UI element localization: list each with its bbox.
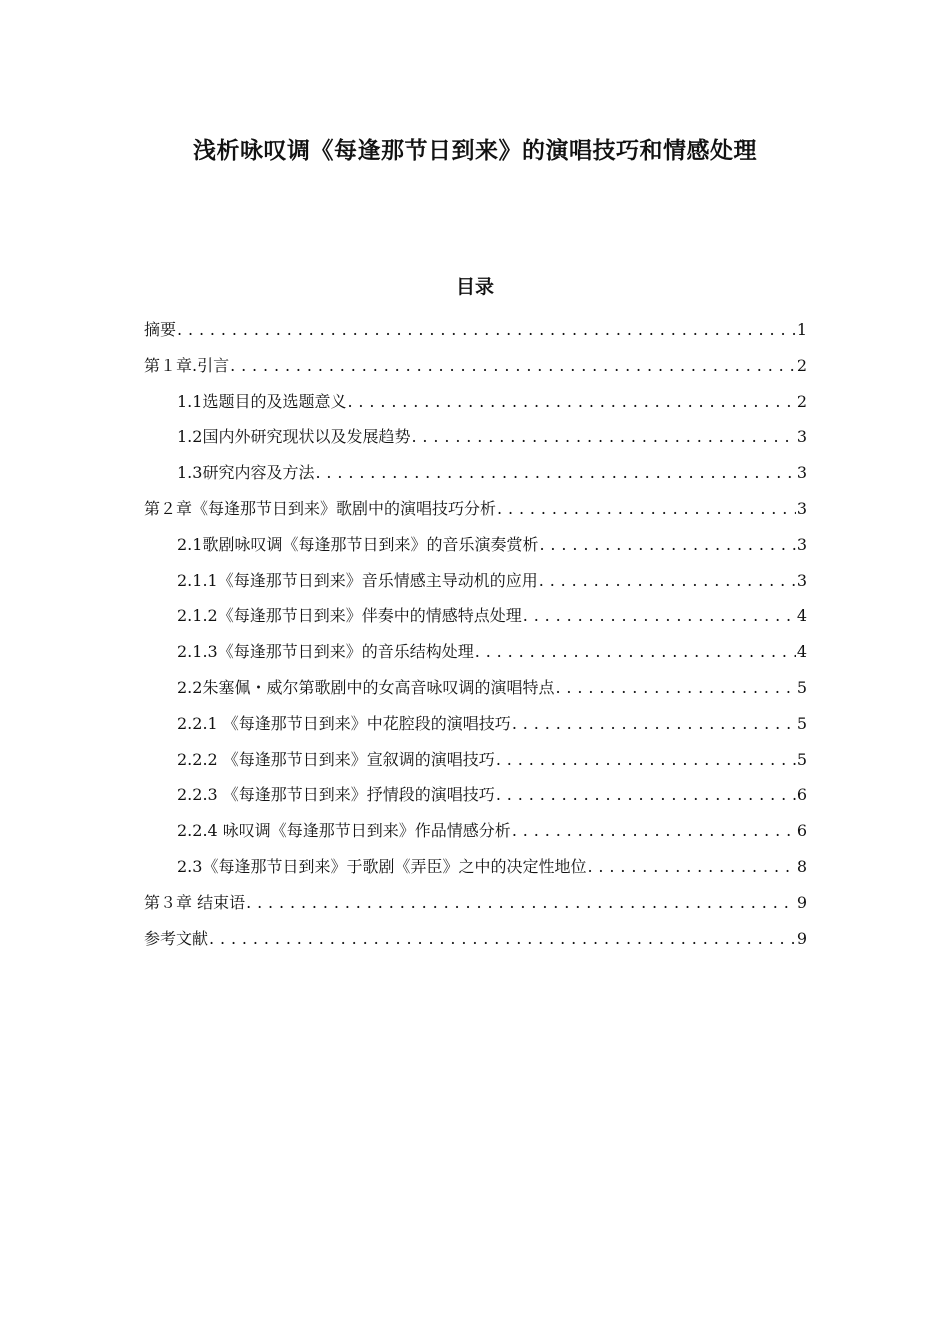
toc-entry-label: 第２章《每逢那节日到来》歌剧中的演唱技巧分析 bbox=[144, 498, 497, 518]
toc-entry-label: 2.2.1 《每逢那节日到来》中花腔段的演唱技巧 bbox=[177, 713, 511, 733]
toc-entry-page: 3 bbox=[796, 534, 807, 554]
toc-entry-2-3[interactable] bbox=[144, 849, 807, 885]
document-title: 浅析咏叹调《每逢那节日到来》的演唱技巧和情感处理 bbox=[193, 137, 757, 164]
table-of-contents bbox=[144, 312, 807, 956]
toc-dot-leader bbox=[587, 849, 795, 885]
toc-entry-label: 2.1.3《每逢那节日到来》的音乐结构处理 bbox=[177, 642, 474, 662]
toc-dot-leader bbox=[497, 491, 796, 527]
toc-dot-leader bbox=[496, 777, 796, 813]
toc-entry-chapter-1[interactable] bbox=[144, 348, 807, 384]
toc-entry-label: 2.1.2《每逢那节日到来》伴奏中的情感特点处理 bbox=[177, 606, 522, 626]
toc-entry-page: 4 bbox=[796, 642, 807, 662]
toc-dot-leader bbox=[496, 742, 796, 778]
toc-entry-page: 1 bbox=[796, 320, 807, 339]
toc-heading: 目录 bbox=[455, 276, 494, 298]
toc-dot-leader bbox=[230, 348, 796, 384]
toc-entry-page: 9 bbox=[796, 928, 807, 948]
toc-dot-leader bbox=[177, 312, 796, 348]
toc-entry-abstract[interactable] bbox=[144, 312, 807, 348]
toc-entry-2-1[interactable] bbox=[144, 527, 807, 563]
toc-dot-leader bbox=[347, 384, 795, 420]
toc-entry-label: 2.3《每逢那节日到来》于歌剧《弄臣》之中的决定性地位 bbox=[177, 856, 587, 876]
toc-entry-1-1[interactable] bbox=[144, 384, 807, 420]
toc-entry-page: 4 bbox=[796, 606, 807, 626]
toc-dot-leader bbox=[512, 706, 796, 742]
toc-entry-2-2-4[interactable] bbox=[144, 813, 807, 849]
toc-entry-references[interactable] bbox=[144, 921, 807, 957]
toc-entry-2-2-3[interactable] bbox=[144, 777, 807, 813]
toc-dot-leader bbox=[315, 455, 795, 491]
toc-entry-page: 2 bbox=[796, 391, 807, 411]
toc-entry-page: 6 bbox=[796, 785, 807, 805]
toc-entry-label: 2.2.2 《每逢那节日到来》宣叙调的演唱技巧 bbox=[177, 749, 495, 769]
toc-dot-leader bbox=[411, 419, 795, 455]
toc-entry-page: 3 bbox=[796, 463, 807, 483]
toc-entry-page: 9 bbox=[796, 892, 807, 912]
toc-entry-label: 参考文献 bbox=[144, 928, 209, 948]
toc-entry-1-3[interactable] bbox=[144, 455, 807, 491]
toc-dot-leader bbox=[523, 598, 796, 634]
toc-dot-leader bbox=[209, 921, 796, 957]
toc-entry-2-2-1[interactable] bbox=[144, 706, 807, 742]
toc-entry-label: 2.2.3 《每逢那节日到来》抒情段的演唱技巧 bbox=[177, 785, 495, 805]
toc-entry-label: 2.1.1《每逢那节日到来》音乐情感主导动机的应用 bbox=[177, 570, 538, 590]
toc-entry-label: 2.2朱塞佩・威尔第歌剧中的女高音咏叹调的演唱特点 bbox=[177, 677, 555, 697]
toc-entry-label: 2.1歌剧咏叹调《每逢那节日到来》的音乐演奏赏析 bbox=[177, 534, 539, 554]
toc-entry-label: 1.1选题目的及选题意义 bbox=[177, 391, 347, 411]
toc-entry-label: 第３章 结束语 bbox=[144, 892, 246, 912]
toc-entry-2-1-3[interactable] bbox=[144, 634, 807, 670]
toc-entry-page: 2 bbox=[796, 355, 807, 375]
toc-dot-leader bbox=[539, 527, 795, 563]
toc-entry-page: 5 bbox=[796, 749, 807, 769]
toc-entry-label: 1.3研究内容及方法 bbox=[177, 463, 315, 483]
toc-entry-page: 3 bbox=[796, 570, 807, 590]
toc-entry-2-1-2[interactable] bbox=[144, 598, 807, 634]
toc-entry-label: 第１章.引言 bbox=[144, 355, 230, 375]
toc-dot-leader bbox=[512, 813, 796, 849]
toc-entry-page: 5 bbox=[796, 677, 807, 697]
toc-entry-page: 5 bbox=[796, 713, 807, 733]
toc-entry-page: 3 bbox=[796, 498, 807, 518]
toc-entry-chapter-3[interactable] bbox=[144, 885, 807, 921]
toc-entry-page: 3 bbox=[796, 427, 807, 447]
toc-entry-label: 1.2国内外研究现状以及发展趋势 bbox=[177, 427, 411, 447]
toc-entry-page: 6 bbox=[796, 821, 807, 841]
toc-dot-leader bbox=[246, 885, 796, 921]
toc-entry-2-2[interactable] bbox=[144, 670, 807, 706]
toc-entry-2-1-1[interactable] bbox=[144, 563, 807, 599]
toc-dot-leader bbox=[475, 634, 796, 670]
toc-entry-label: 摘要 bbox=[144, 320, 177, 339]
toc-entry-chapter-2[interactable] bbox=[144, 491, 807, 527]
toc-entry-1-2[interactable] bbox=[144, 419, 807, 455]
toc-entry-page: 8 bbox=[796, 856, 807, 876]
toc-entry-label: 2.2.4 咏叹调《每逢那节日到来》作品情感分析 bbox=[177, 821, 511, 841]
toc-dot-leader bbox=[555, 670, 795, 706]
toc-entry-2-2-2[interactable] bbox=[144, 742, 807, 778]
toc-dot-leader bbox=[539, 563, 796, 599]
